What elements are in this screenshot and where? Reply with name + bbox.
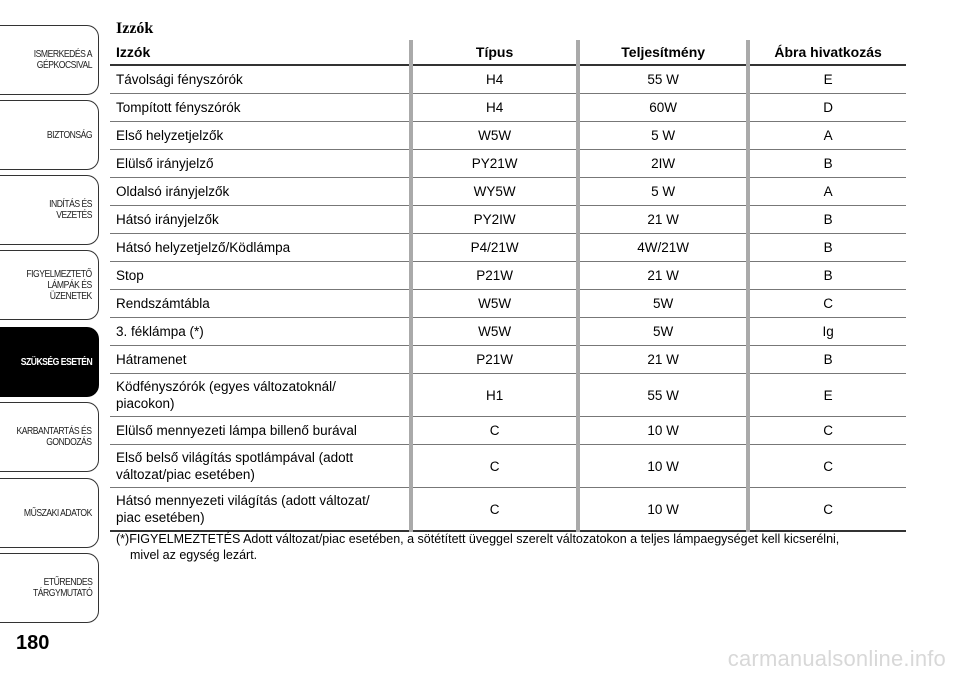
cell-type: W5W: [411, 122, 578, 150]
cell-bulb: Első helyzetjelzők: [110, 122, 411, 150]
nav-tab-label: ISMERKEDÉS A GÉPKOCSIVAL: [33, 48, 92, 71]
cell-figure-ref: B: [748, 234, 906, 262]
table-row: [110, 234, 906, 262]
header-figure-ref: Ábra hivatkozás: [748, 40, 906, 65]
cell-figure-ref: B: [748, 262, 906, 290]
watermark: carmanualsonline.info: [727, 646, 946, 671]
table-row: [110, 206, 906, 234]
cell-power: 10 W: [578, 417, 748, 445]
cell-type: C: [411, 488, 578, 532]
nav-tab-1[interactable]: [0, 100, 99, 170]
table-row: [110, 94, 906, 122]
cell-type: C: [411, 417, 578, 445]
nav-tab-label: INDÍTÁS ÉS VEZETÉS: [49, 198, 92, 221]
table-row: [110, 374, 906, 417]
cell-bulb: Hátsó helyzetjelző/Ködlámpa: [110, 234, 411, 262]
cell-power: 55 W: [578, 374, 748, 417]
cell-power: 55 W: [578, 65, 748, 94]
table-row: [110, 290, 906, 318]
cell-type: H4: [411, 65, 578, 94]
cell-type: W5W: [411, 318, 578, 346]
cell-figure-ref: B: [748, 346, 906, 374]
cell-figure-ref: C: [748, 417, 906, 445]
table-row: [110, 417, 906, 445]
nav-tab-5[interactable]: [0, 402, 99, 472]
cell-bulb: Rendszámtábla: [110, 290, 411, 318]
cell-power: 10 W: [578, 488, 748, 532]
nav-tab-label: KARBANTARTÁS ÉS GONDOZÁS: [16, 425, 92, 448]
table-row: [110, 445, 906, 488]
cell-type: PY2IW: [411, 206, 578, 234]
page-number: 180: [16, 632, 50, 654]
header-type: Típus: [411, 40, 578, 65]
cell-bulb: Stop: [110, 262, 411, 290]
cell-type: P4/21W: [411, 234, 578, 262]
cell-bulb: Távolsági fényszórók: [110, 65, 411, 94]
cell-figure-ref: C: [748, 290, 906, 318]
nav-tab-6[interactable]: [0, 478, 99, 548]
nav-tab-label: ETŰRENDES TÁRGYMUTATÓ: [32, 576, 92, 599]
cell-power: 21 W: [578, 262, 748, 290]
header-bulbs: Izzók: [110, 40, 411, 65]
cell-power: 5 W: [578, 122, 748, 150]
table-header-row: [110, 40, 906, 65]
cell-power: 4W/21W: [578, 234, 748, 262]
nav-tab-2[interactable]: [0, 175, 99, 245]
cell-figure-ref: D: [748, 94, 906, 122]
cell-figure-ref: B: [748, 150, 906, 178]
nav-tab-3[interactable]: [0, 250, 99, 320]
cell-type: W5W: [411, 290, 578, 318]
table-row: [110, 346, 906, 374]
cell-power: 60W: [578, 94, 748, 122]
cell-power: 5 W: [578, 178, 748, 206]
cell-type: P21W: [411, 346, 578, 374]
cell-bulb: Első belső világítás spotlámpával (adott változat/piac esetében): [110, 445, 411, 488]
cell-type: PY21W: [411, 150, 578, 178]
footnote-line-1: (*)FIGYELMEZTETÉS Adott változat/piac esetében, a sötétített üveggel szerelt változatokon a teljes lámpaegységet kell kicserélni,: [116, 532, 840, 546]
bulb-table: [110, 40, 906, 532]
nav-tab-label: BIZTONSÁG: [46, 128, 92, 141]
footnote-line-2: mivel az egység lezárt.: [130, 548, 258, 562]
cell-figure-ref: A: [748, 178, 906, 206]
table-row: [110, 488, 906, 532]
table-row: [110, 262, 906, 290]
nav-tab-label: MŰSZAKI ADATOK: [24, 506, 92, 519]
cell-figure-ref: E: [748, 65, 906, 94]
table-row: [110, 178, 906, 206]
cell-figure-ref: C: [748, 488, 906, 532]
cell-type: WY5W: [411, 178, 578, 206]
cell-bulb: Elülső mennyezeti lámpa billenő burával: [110, 417, 411, 445]
cell-bulb: Hátsó mennyezeti világítás (adott változat/ piac esetében): [110, 488, 411, 532]
cell-figure-ref: E: [748, 374, 906, 417]
cell-type: H1: [411, 374, 578, 417]
cell-bulb: 3. féklámpa (*): [110, 318, 411, 346]
cell-power: 10 W: [578, 445, 748, 488]
footnote: [116, 531, 916, 563]
cell-type: P21W: [411, 262, 578, 290]
table-row: [110, 122, 906, 150]
cell-bulb: Ködfényszórók (egyes változatoknál/ piacokon): [110, 374, 411, 417]
cell-figure-ref: Ig: [748, 318, 906, 346]
nav-tab-label: SZÜKSÉG ESETÉN: [20, 355, 92, 368]
cell-power: 5W: [578, 318, 748, 346]
cell-type: C: [411, 445, 578, 488]
cell-figure-ref: A: [748, 122, 906, 150]
header-power: Teljesítmény: [578, 40, 748, 65]
cell-type: H4: [411, 94, 578, 122]
cell-bulb: Hátsó irányjelzők: [110, 206, 411, 234]
nav-tab-label: FIGYELMEZTETŐ LÁMPÁK ÉS ÜZENETEK: [26, 267, 92, 302]
cell-power: 5W: [578, 290, 748, 318]
cell-bulb: Hátramenet: [110, 346, 411, 374]
table-row: [110, 150, 906, 178]
cell-power: 2IW: [578, 150, 748, 178]
cell-bulb: Tompított fényszórók: [110, 94, 411, 122]
cell-figure-ref: B: [748, 206, 906, 234]
cell-figure-ref: C: [748, 445, 906, 488]
cell-power: 21 W: [578, 346, 748, 374]
section-title: Izzók: [116, 20, 154, 37]
cell-bulb: Elülső irányjelző: [110, 150, 411, 178]
cell-bulb: Oldalsó irányjelzők: [110, 178, 411, 206]
nav-tab-4[interactable]: [0, 327, 99, 397]
table-row: [110, 318, 906, 346]
cell-power: 21 W: [578, 206, 748, 234]
nav-tab-0[interactable]: [0, 25, 99, 95]
nav-tab-7[interactable]: [0, 553, 99, 623]
table-row: [110, 65, 906, 94]
